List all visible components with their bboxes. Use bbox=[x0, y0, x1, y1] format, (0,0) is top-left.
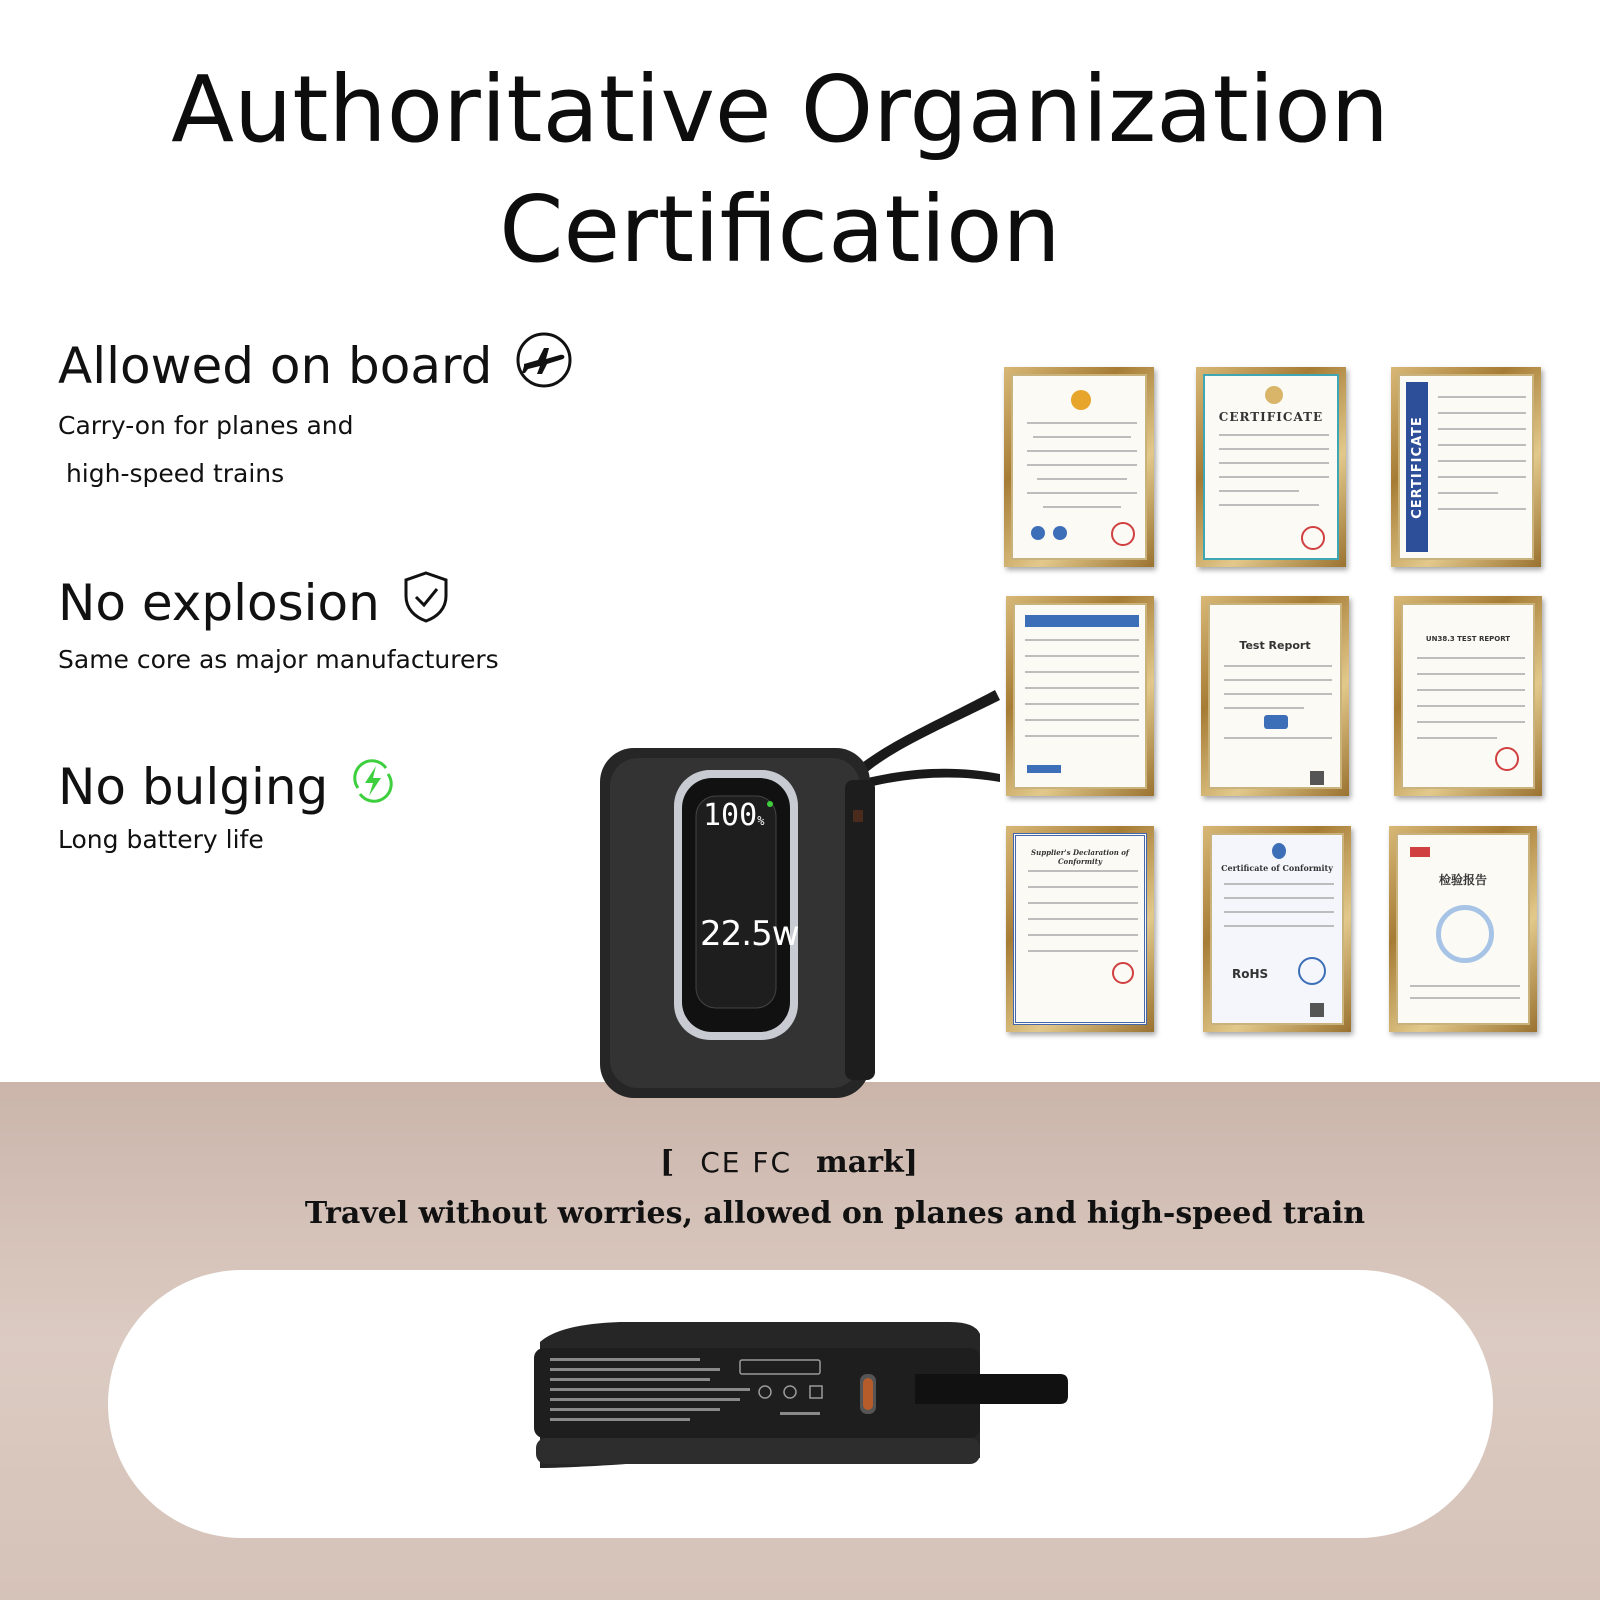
certificate-icon bbox=[1011, 374, 1147, 560]
certificate-7 bbox=[1006, 826, 1154, 1032]
feature-heading: No bulging bbox=[58, 758, 396, 816]
title-line-1: Authoritative Organization bbox=[171, 56, 1389, 163]
certificate-icon: 检验报告 bbox=[1396, 833, 1530, 1025]
certificate-icon: CERTIFICATE bbox=[1203, 374, 1339, 560]
feature-line: high-speed trains bbox=[58, 459, 285, 488]
feature-heading: Allowed on board bbox=[58, 330, 574, 402]
feature-heading: No explosion bbox=[58, 570, 499, 636]
title-line-2: Certification bbox=[499, 176, 1061, 283]
battery-percent: 100% bbox=[703, 798, 765, 833]
certificate-3 bbox=[1391, 367, 1541, 567]
certificate-2 bbox=[1196, 367, 1346, 567]
power-bank-side bbox=[520, 1318, 1100, 1478]
feature-line: Carry-on for planes and bbox=[58, 411, 354, 440]
feature-allowed-on-board bbox=[58, 330, 574, 498]
ce-fc-mark-icon: CE FC bbox=[700, 1146, 793, 1179]
shield-check-icon bbox=[402, 570, 450, 636]
tagline: Travel without worries, allowed on planes and high-speed train bbox=[304, 1196, 1366, 1231]
certificate-4 bbox=[1006, 596, 1154, 796]
certificate-icon: Certificate of Conformity RoHS bbox=[1210, 833, 1344, 1025]
certificate-9 bbox=[1389, 826, 1537, 1032]
certificate-icon: Supplier's Declaration of Conformity bbox=[1013, 833, 1147, 1025]
feature-no-explosion bbox=[58, 570, 499, 684]
certification-mark-line: [ CE FC mark] bbox=[660, 1145, 918, 1180]
page-title bbox=[0, 50, 1560, 290]
certificate-icon: UN38.3 TEST REPORT bbox=[1401, 603, 1535, 789]
certificate-icon bbox=[1013, 603, 1147, 789]
certificate-5 bbox=[1201, 596, 1349, 796]
certificate-6 bbox=[1394, 596, 1542, 796]
feature-no-bulging bbox=[58, 758, 396, 864]
certificate-8 bbox=[1203, 826, 1351, 1032]
airplane-icon bbox=[514, 330, 574, 402]
certificate-icon: CERTIFICATE bbox=[1398, 374, 1534, 560]
certificate-icon: Test Report bbox=[1208, 603, 1342, 789]
certificate-1 bbox=[1004, 367, 1154, 567]
power-rating: 22.5w bbox=[700, 914, 799, 954]
lightning-icon bbox=[350, 758, 396, 816]
power-bank-front bbox=[590, 670, 1010, 1120]
feature-line: Same core as major manufacturers bbox=[58, 645, 499, 674]
feature-line: Long battery life bbox=[58, 825, 264, 854]
